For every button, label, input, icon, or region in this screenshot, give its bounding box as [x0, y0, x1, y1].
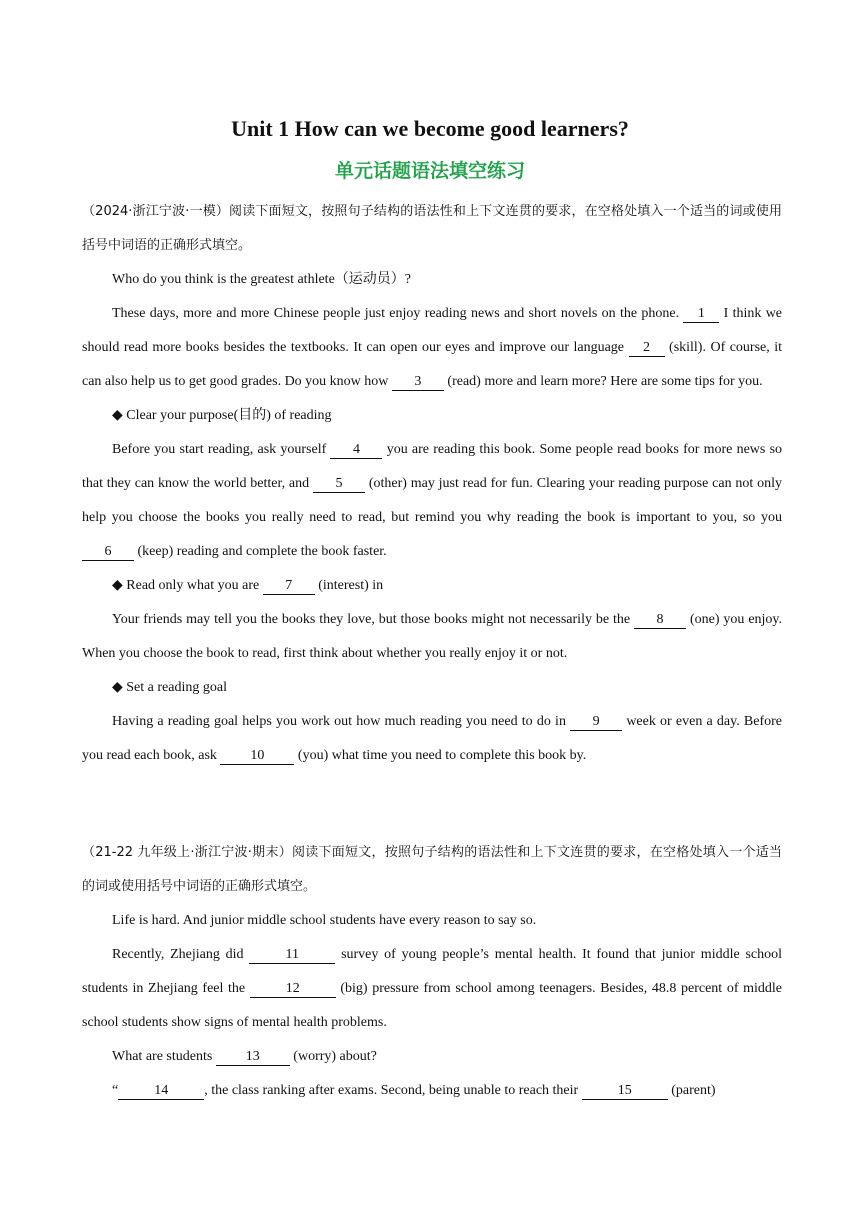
paragraph-text: “	[112, 1083, 119, 1098]
blank-1[interactable]: 1	[683, 306, 719, 323]
passage-2-instruction: （21-22 九年级上·浙江宁波·期末）阅读下面短文，按照句子结构的语法性和上下文连贯的要求，在空格处填入一个适当的词或使用括号中词语的正确形式填空。	[82, 845, 782, 894]
paragraph-text: (one) you enjoy. When you choose the book to read, first think about whether you really enjoy it or not.	[82, 612, 783, 661]
passage-2-paragraph-2	[82, 938, 782, 1040]
blank-10[interactable]: 10	[220, 748, 294, 765]
paragraph-text: (parent)	[671, 1083, 716, 1098]
paragraph-text: (skill). Of course, it can also help us to get good grades. Do you know how	[82, 340, 783, 389]
paragraph-text: (read) more and learn more? Here are some tips for you.	[447, 374, 763, 389]
passage-1-paragraph-5	[82, 705, 782, 773]
blank-14[interactable]: 14	[118, 1083, 204, 1100]
paragraph-text: you are reading this book. Some people read books for more news so that they can know the world better, and	[82, 442, 783, 491]
passage-2-paragraph-1: Life is hard. And junior middle school students have every reason to say so.	[112, 913, 537, 928]
passage-2-paragraph-4	[82, 1074, 782, 1108]
passage-1-heading-3: ◆ Set a reading goal	[112, 680, 227, 695]
passage-2-paragraph-3	[82, 1040, 782, 1074]
passage-1-instruction: （2024·浙江宁波·一模）阅读下面短文，按照句子结构的语法性和上下文连贯的要求，在空格处填入一个适当的词或使用括号中词语的正确形式填空。	[82, 204, 782, 253]
paragraph-text: survey of young people’s mental health. It found that junior middle school students in Zhejiang feel the	[82, 947, 783, 996]
paragraph-text: (other) may just read for fun. Clearing your reading purpose can not only help you choose the books you really need to read, but remind you why reading the book is important to you, so you	[82, 476, 783, 525]
blank-11[interactable]: 11	[249, 947, 335, 964]
blank-8[interactable]: 8	[634, 612, 686, 629]
paragraph-text: Having a reading goal helps you work out how much reading you need to do in	[112, 714, 566, 729]
passage-1-heading-2	[82, 569, 782, 603]
passage-1	[82, 195, 782, 773]
blank-6[interactable]: 6	[82, 544, 134, 561]
passage-1-paragraph-1: Who do you think is the greatest athlete（运动员）?	[112, 272, 411, 287]
page-title: Unit 1 How can we become good learners?	[231, 116, 629, 141]
heading-text: (interest) in	[318, 578, 384, 593]
blank-13[interactable]: 13	[216, 1049, 290, 1066]
blank-5[interactable]: 5	[313, 476, 365, 493]
blank-12[interactable]: 12	[250, 981, 336, 998]
passage-1-paragraph-4	[82, 603, 782, 671]
paragraph-text: Your friends may tell you the books they love, but those books might not necessarily be the	[112, 612, 631, 627]
paragraph-text: (you) what time you need to complete this book by.	[297, 748, 587, 763]
blank-9[interactable]: 9	[570, 714, 622, 731]
heading-text: ◆ Read only what you are	[112, 578, 260, 593]
paragraph-text: week or even a day. Before you read each book, ask	[82, 714, 782, 763]
paragraph-text: I think we should read more books besides the textbooks. It can open our eyes and improve our language	[82, 306, 783, 355]
paragraph-text: What are students	[112, 1049, 213, 1064]
page-subtitle: 单元话题语法填空练习	[334, 160, 525, 182]
passage-1-heading-1: ◆ Clear your purpose(目的) of reading	[112, 408, 332, 423]
paragraph-text: These days, more and more Chinese people just enjoy reading news and short novels on the phone.	[112, 306, 680, 321]
passage-1-paragraph-2	[82, 297, 782, 399]
blank-3[interactable]: 3	[392, 374, 444, 391]
passage-2	[82, 836, 782, 1108]
paragraph-text: (keep) reading and complete the book faster.	[137, 544, 387, 559]
blank-15[interactable]: 15	[582, 1083, 668, 1100]
blank-7[interactable]: 7	[263, 578, 315, 595]
paragraph-text: (big) pressure from school among teenagers. Besides, 48.8 percent of middle school students show signs of mental health problems.	[82, 981, 782, 1030]
paragraph-text: (worry) about?	[293, 1049, 377, 1064]
passage-1-paragraph-3	[82, 433, 782, 569]
blank-2[interactable]: 2	[629, 340, 665, 357]
paragraph-text: Recently, Zhejiang did	[112, 947, 244, 962]
paragraph-text: , the class ranking after exams. Second, being unable to reach their	[204, 1083, 579, 1098]
blank-4[interactable]: 4	[330, 442, 382, 459]
paragraph-text: Before you start reading, ask yourself	[112, 442, 327, 457]
